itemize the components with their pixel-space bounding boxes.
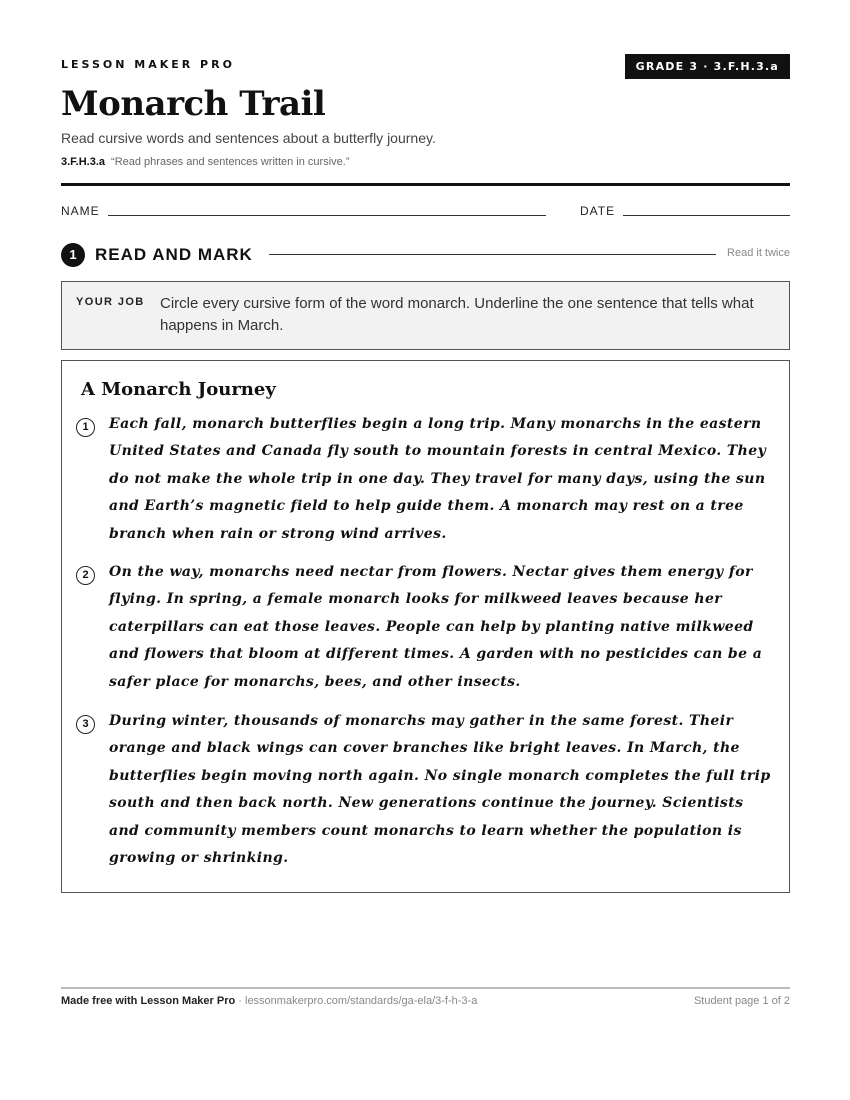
paragraph-number: 2 xyxy=(76,566,95,585)
section-number-badge: 1 xyxy=(61,243,85,267)
footer-url[interactable]: · lessonmakerpro.com/standards/ga-ela/3-f-h-3-a xyxy=(235,995,478,1007)
header-divider xyxy=(61,183,790,186)
page-subtitle: Read cursive words and sentences about a butterfly journey. xyxy=(61,130,436,146)
paragraph-number: 3 xyxy=(76,715,95,734)
section-note: Read it twice xyxy=(727,247,790,259)
passage-title: A Monarch Journey xyxy=(81,379,276,400)
paragraph-text: On the way, monarchs need nectar from flowers. Nectar gives them energy for flying. In spring, a female monarch looks for milkweed leaves because her caterpillars can eat those leaves. People can help by planting native milkweed and flowers that bloom at different times. A garden with no pesticides can be a safer place for monarchs, bees, and other insects. xyxy=(109,564,763,690)
job-label: YOUR JOB xyxy=(76,296,145,308)
standard-text: “Read phrases and sentences written in cursive.” xyxy=(111,156,350,168)
name-label: NAME xyxy=(61,204,100,218)
job-text: Circle every cursive form of the word monarch. Underline the one sentence that tells what happens in March. xyxy=(160,295,754,334)
job-instructions-box xyxy=(61,281,790,350)
standard-line xyxy=(61,156,349,168)
footer-made-with: Made free with Lesson Maker Pro xyxy=(61,995,236,1007)
worksheet-page xyxy=(61,0,790,1100)
paragraph-number: 1 xyxy=(76,418,95,437)
footer-page-number: Student page 1 of 2 xyxy=(693,995,790,1007)
date-field[interactable] xyxy=(623,215,790,216)
name-field[interactable] xyxy=(108,215,546,216)
paragraph-text: Each fall, monarch butterflies begin a long trip. Many monarchs in the eastern United States and Canada fly south to mountain forests in central Mexico. They do not make the whole trip in one day. They travel for many days, using the sun and Earth’s magnetic field to help guide them. A monarch may rest on a tree branch when rain or strong wind arrives. xyxy=(109,416,767,542)
section-title: READ AND MARK xyxy=(95,245,253,264)
section-divider xyxy=(269,254,716,255)
brand-name: LESSON MAKER PRO xyxy=(61,58,235,71)
footer-credit xyxy=(61,995,477,1007)
paragraph-text: During winter, thousands of monarchs may gather in the same forest. Their orange and black wings can cover branches like bright leaves. In March, the butterflies begin moving north again. No single monarch completes the full trip south and then back north. New generations continue the journey. Scientists and community members count monarchs to learn whether the population is growing or shrinking. xyxy=(109,713,771,867)
grade-badge: GRADE 3 · 3.F.H.3.a xyxy=(625,54,790,79)
date-label: DATE xyxy=(580,204,616,218)
reading-passage-box xyxy=(61,360,790,893)
page-title: Monarch Trail xyxy=(61,84,326,124)
footer-divider xyxy=(61,987,790,989)
standard-code: 3.F.H.3.a xyxy=(61,156,106,168)
